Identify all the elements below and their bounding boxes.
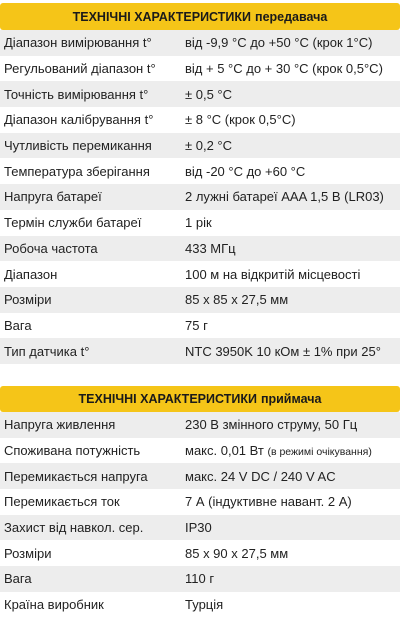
spec-label: Тип датчика t° <box>4 343 90 359</box>
spec-label: Точність вимірювання t° <box>4 86 149 102</box>
transmitter-rows <box>0 30 400 364</box>
spec-label: Діапазон <box>4 266 58 282</box>
spec-value <box>183 87 400 102</box>
spec-value <box>183 520 400 535</box>
spec-value <box>183 241 400 256</box>
spec-value-text: 2 лужні батареї AAA 1,5 В (LR03) <box>185 189 384 205</box>
receiver-header-rest: приймача <box>260 392 322 406</box>
spec-row <box>0 56 400 82</box>
spec-label: Країна виробник <box>4 597 104 613</box>
spec-value <box>183 138 400 153</box>
spec-value-text: 433 МГц <box>185 240 236 256</box>
spec-value <box>183 571 400 586</box>
spec-value-text: 100 м на відкритій місцевості <box>185 266 361 282</box>
spec-row <box>0 158 400 184</box>
spec-row <box>0 287 400 313</box>
spec-label: Розміри <box>4 292 52 308</box>
transmitter-table-header <box>0 3 400 30</box>
spec-label: Напруга батареї <box>4 189 102 205</box>
spec-value-text: 1 рік <box>185 215 212 231</box>
spec-row <box>0 566 400 592</box>
spec-value <box>183 469 400 484</box>
spec-value <box>183 417 400 432</box>
spec-value <box>183 35 400 50</box>
spec-row <box>0 338 400 364</box>
transmitter-specs-table <box>0 3 400 364</box>
spec-row <box>0 184 400 210</box>
spec-value-text: макс. 0,01 Вт <box>185 443 264 459</box>
spec-label: Робоча частота <box>4 240 98 256</box>
spec-value-text: 7 А (індуктивне навант. 2 А) <box>185 494 352 510</box>
spec-label: Діапазон калібрування t° <box>4 112 154 128</box>
spec-label: Чутливість перемикання <box>4 138 152 154</box>
spec-value-text: ± 0,5 °C <box>185 86 233 102</box>
spec-label: Напруга живлення <box>4 417 116 433</box>
spec-label: Температура зберігання <box>4 163 150 179</box>
spec-value <box>183 546 400 561</box>
spec-label: Перемикається ток <box>4 494 120 510</box>
spec-value-text: від -9,9 °C до +50 °C (крок 1°C) <box>185 35 373 51</box>
spec-label: Вага <box>4 317 32 333</box>
spec-value-text: макс. 24 V DC / 240 V AC <box>185 468 336 484</box>
spec-label: Споживана потужність <box>4 443 141 459</box>
spec-row <box>0 463 400 489</box>
spec-value <box>183 318 400 333</box>
spec-label: Вага <box>4 571 32 587</box>
spec-row <box>0 133 400 159</box>
spec-value <box>183 443 400 458</box>
spec-row <box>0 236 400 262</box>
spec-value-note: (в режимі очікування) <box>267 446 372 459</box>
spec-value-text: від -20 °C до +60 °C <box>185 163 306 179</box>
spec-row <box>0 540 400 566</box>
spec-label: Розміри <box>4 545 52 561</box>
spec-value-text: 110 г <box>185 571 215 587</box>
spec-label: Термін служби батареї <box>4 215 142 231</box>
spec-value-text: 75 г <box>185 317 208 333</box>
spec-row <box>0 30 400 56</box>
receiver-rows <box>0 412 400 618</box>
spec-label: Захист від навкол. сер. <box>4 520 144 536</box>
spec-value <box>183 189 400 204</box>
spec-row <box>0 313 400 339</box>
spec-row <box>0 412 400 438</box>
spec-value-text: 230 В змінного струму, 50 Гц <box>185 417 358 433</box>
spec-value <box>183 267 400 282</box>
spec-value-text: ± 0,2 °C <box>185 138 233 154</box>
spec-row <box>0 107 400 133</box>
spec-value <box>183 292 400 307</box>
spec-row <box>0 261 400 287</box>
spec-value <box>183 215 400 230</box>
spec-row <box>0 592 400 618</box>
spec-value-text: 85 x 85 x 27,5 мм <box>185 292 289 308</box>
spec-row <box>0 81 400 107</box>
spec-row <box>0 210 400 236</box>
spec-value-text: Турція <box>185 597 224 613</box>
spec-value <box>183 494 400 509</box>
spec-row <box>0 515 400 541</box>
spec-value <box>183 112 400 127</box>
spec-value-text: NTC 3950K 10 кОм ± 1% при 25° <box>185 343 381 359</box>
spec-label: Діапазон вимірювання t° <box>4 35 152 51</box>
spec-value-text: 85 x 90 x 27,5 мм <box>185 545 289 561</box>
spec-value <box>183 61 400 76</box>
spec-value-text: ± 8 °C (крок 0,5°C) <box>185 112 296 128</box>
spec-value <box>183 344 400 359</box>
receiver-specs-table <box>0 386 400 618</box>
transmitter-header-rest: передавача <box>255 9 328 24</box>
spec-label: Регульований діапазон t° <box>4 61 156 77</box>
spec-value-text: від + 5 °C до + 30 °C (крок 0,5°C) <box>185 61 383 77</box>
spec-row <box>0 438 400 464</box>
spec-value <box>183 164 400 179</box>
spec-value-text: IP30 <box>185 520 212 536</box>
receiver-header-bold: ТЕХНІЧНІ ХАРАКТЕРИСТИКИ <box>78 392 257 406</box>
transmitter-header-bold: ТЕХНІЧНІ ХАРАКТЕРИСТИКИ <box>72 9 252 24</box>
receiver-table-header <box>0 386 400 412</box>
spec-row <box>0 489 400 515</box>
spec-label: Перемикається напруга <box>4 468 148 484</box>
